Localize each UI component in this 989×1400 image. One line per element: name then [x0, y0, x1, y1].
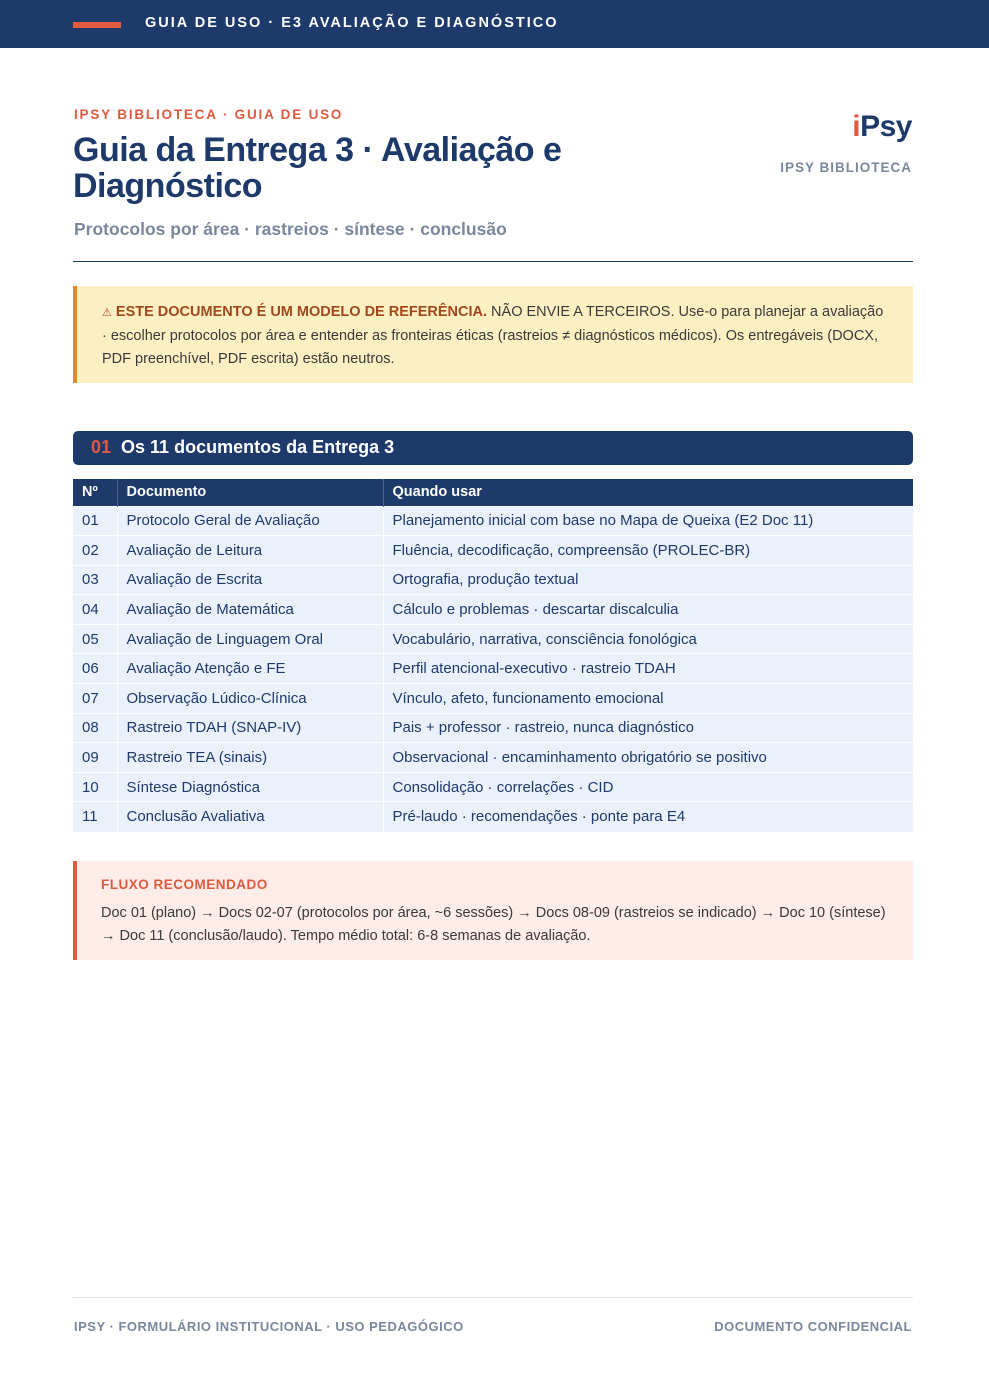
cell-when-to-use: Perfil atencional-executivo · rastreio TDAH [383, 654, 913, 684]
cell-document: Avaliação de Matemática [117, 595, 383, 625]
cell-document: Avaliação Atenção e FE [117, 654, 383, 684]
cell-when-to-use: Ortografia, produção textual [383, 565, 913, 595]
cell-number: 06 [73, 654, 117, 684]
cell-when-to-use: Planejamento inicial com base no Mapa de Queixa (E2 Doc 11) [383, 506, 913, 536]
logo-letter-i: i [852, 110, 861, 143]
header-divider [73, 261, 913, 262]
table-row [73, 565, 913, 595]
cell-document: Protocolo Geral de Avaliação [117, 506, 383, 536]
logo-subtitle: IPSY BIBLIOTECA [780, 160, 912, 175]
page-subtitle: Protocolos por área · rastreios · síntese · conclusão [74, 219, 507, 239]
section-number: 01 [91, 437, 112, 457]
table-row [73, 506, 913, 536]
cell-document: Avaliação de Escrita [117, 565, 383, 595]
cell-document: Avaliação de Leitura [117, 536, 383, 566]
cell-number: 07 [73, 684, 117, 714]
warning-text: NÃO ENVIE A TERCEIROS. Use-o para planejar a avaliação · escolher protocolos por área e entender as fronteiras éticas (rastreios ≠ diagnósticos médicos). Os entregáveis (DOCX, PDF preenchível, PDF escrita) estão neutros. [102, 304, 884, 367]
table-row [73, 743, 913, 773]
cell-number: 01 [73, 506, 117, 536]
documents-table [73, 479, 913, 832]
cell-number: 11 [73, 802, 117, 832]
table-row [73, 624, 913, 654]
column-header-number: Nº [73, 479, 117, 506]
cell-number: 05 [73, 624, 117, 654]
cell-when-to-use: Pré-laudo · recomendações · ponte para E4 [383, 802, 913, 832]
cell-number: 03 [73, 565, 117, 595]
page-title: Guia da Entrega 3 · Avaliação e Diagnóstico [73, 131, 562, 205]
logo-text: Psy [860, 110, 912, 143]
warning-strong: ESTE DOCUMENTO É UM MODELO DE REFERÊNCIA. [115, 304, 488, 320]
table-row [73, 595, 913, 625]
top-bar-title: GUIA DE USO · E3 AVALIAÇÃO E DIAGNÓSTICO [145, 15, 559, 31]
table-row [73, 536, 913, 566]
flow-label: FLUXO RECOMENDADO [101, 877, 268, 892]
section-title: Os 11 documentos da Entrega 3 [121, 437, 395, 457]
flow-callout [73, 861, 913, 960]
cell-number: 09 [73, 743, 117, 773]
cell-document: Síntese Diagnóstica [117, 772, 383, 802]
warning-callout [73, 286, 913, 383]
cell-when-to-use: Consolidação · correlações · CID [383, 772, 913, 802]
footer-right: DOCUMENTO CONFIDENCIAL [714, 1319, 912, 1334]
eyebrow: IPSY BIBLIOTECA · GUIA DE USO [74, 107, 344, 122]
cell-document: Rastreio TEA (sinais) [117, 743, 383, 773]
cell-when-to-use: Pais + professor · rastreio, nunca diagnóstico [383, 713, 913, 743]
footer-divider [73, 1297, 913, 1298]
table-row [73, 772, 913, 802]
cell-when-to-use: Cálculo e problemas · descartar discalculia [383, 595, 913, 625]
ipsy-logo [852, 110, 912, 144]
top-bar-accent [73, 22, 121, 28]
top-bar [0, 0, 989, 48]
footer-left: IPSY · FORMULÁRIO INSTITUCIONAL · USO PEDAGÓGICO [74, 1319, 464, 1334]
table-row [73, 713, 913, 743]
cell-number: 02 [73, 536, 117, 566]
cell-document: Avaliação de Linguagem Oral [117, 624, 383, 654]
cell-when-to-use: Vocabulário, narrativa, consciência fonológica [383, 624, 913, 654]
column-header-when-to-use: Quando usar [383, 479, 913, 506]
column-header-document: Documento [117, 479, 383, 506]
cell-when-to-use: Fluência, decodificação, compreensão (PROLEC-BR) [383, 536, 913, 566]
table-row [73, 684, 913, 714]
flow-text: Doc 01 (plano) → Docs 02-07 (protocolos por área, ~6 sessões) → Docs 08-09 (rastreios se indicado) → Doc 10 (síntese) → Doc 11 (conclusão/laudo). Tempo médio total: 6-8 semanas de avaliação. [101, 905, 886, 944]
table-row [73, 654, 913, 684]
warning-icon: ⚠ [102, 307, 112, 319]
cell-document: Conclusão Avaliativa [117, 802, 383, 832]
cell-when-to-use: Vínculo, afeto, funcionamento emocional [383, 684, 913, 714]
cell-number: 04 [73, 595, 117, 625]
cell-when-to-use: Observacional · encaminhamento obrigatório se positivo [383, 743, 913, 773]
cell-document: Observação Lúdico-Clínica [117, 684, 383, 714]
table-body [73, 506, 913, 832]
table-row [73, 802, 913, 832]
section-header [73, 431, 913, 465]
cell-document: Rastreio TDAH (SNAP-IV) [117, 713, 383, 743]
cell-number: 08 [73, 713, 117, 743]
table-header-row [73, 479, 913, 506]
cell-number: 10 [73, 772, 117, 802]
